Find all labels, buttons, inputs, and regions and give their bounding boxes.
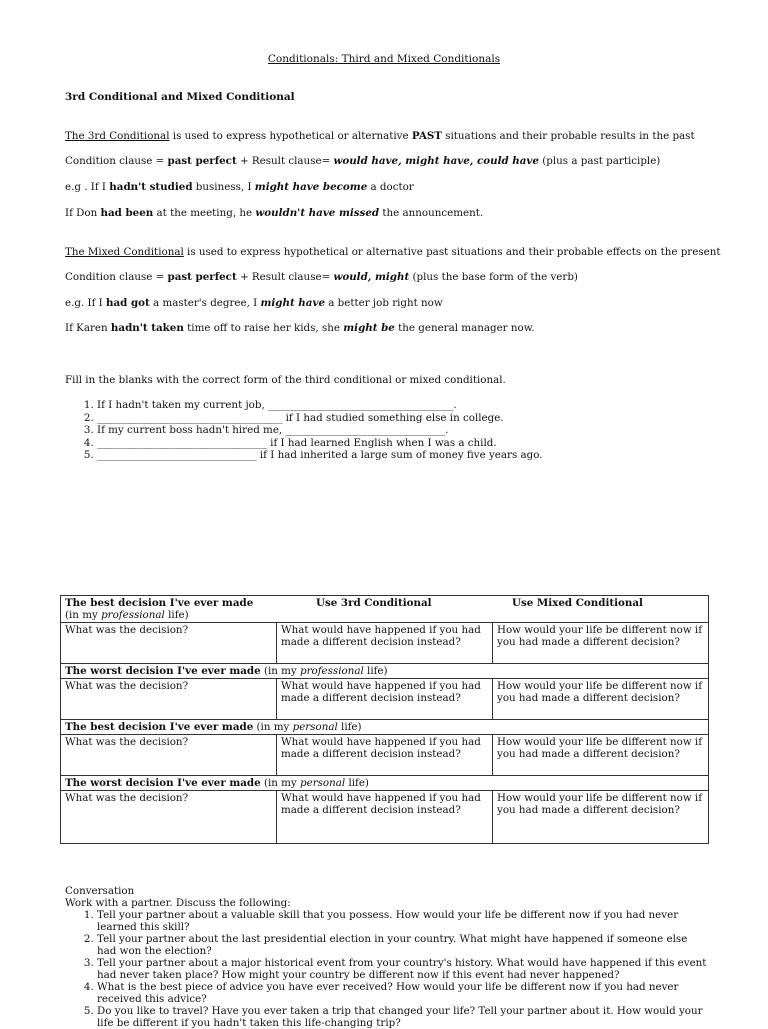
table-section-row: The best decision I've ever made (in my personal life)	[61, 720, 709, 735]
conversation-item: 1. Tell your partner about a valuable skill that you possess. How would your life be different now if you had never learned this skill?	[97, 909, 709, 933]
third-conditional-cell[interactable]: What would have happened if you had made a different decision instead?	[277, 735, 493, 776]
table-row	[61, 735, 709, 776]
mixed-conditional-intro: The Mixed Conditional is used to express hypothetical or alternative past situations and their probable effects on the present	[65, 246, 721, 258]
decision-cell[interactable]: What was the decision?	[61, 623, 277, 664]
mixed-conditional-example-2: If Karen hadn't taken time off to raise her kids, she might be the general manager now.	[65, 322, 535, 334]
decision-cell[interactable]: What was the decision?	[61, 679, 277, 720]
third-conditional-intro: The 3rd Conditional is used to express hypothetical or alternative PAST situations and their probable results in the past	[65, 130, 695, 142]
table-row	[61, 791, 709, 844]
mixed-conditional-cell[interactable]: How would your life be different now if you had made a different decision?	[493, 679, 709, 720]
conversation-item: 4. What is the best piece of advice you have ever received? How would your life be different now if you had never received this advice?	[97, 981, 709, 1005]
header-third-conditional: Use 3rd Conditional	[316, 597, 432, 609]
exercise-instruction: Fill in the blanks with the correct form of the third conditional or mixed conditional.	[65, 374, 506, 386]
conversation-item: 5. Do you like to travel? Have you ever taken a trip that changed your life? Tell your partner about it. How would your life be different if you hadn't taken this life-changing trip?	[97, 1005, 709, 1029]
header-best-professional: The best decision I've ever made	[65, 597, 254, 609]
table-section-row: The worst decision I've ever made (in my professional life)	[61, 664, 709, 679]
conversation-item: 3. Tell your partner about a major historical event from your country's history. What would have happened if this event had never taken place? How might your country be different now if this event had never happened?	[97, 957, 709, 981]
exercise-list	[65, 399, 543, 462]
third-conditional-cell[interactable]: What would have happened if you had made a different decision instead?	[277, 679, 493, 720]
table-section-row: The worst decision I've ever made (in my personal life)	[61, 776, 709, 791]
mixed-conditional-cell[interactable]: How would your life be different now if you had made a different decision?	[493, 623, 709, 664]
exercise-item[interactable]: 2. ____________________________________ if I had studied something else in college.	[97, 412, 543, 425]
table-header-cell: The best decision I've ever made (in my professional life) Use 3rd Conditional Use Mixed Conditional	[61, 596, 709, 623]
third-conditional-cell[interactable]: What would have happened if you had made a different decision instead?	[277, 791, 493, 844]
decision-cell[interactable]: What was the decision?	[61, 735, 277, 776]
third-conditional-cell[interactable]: What would have happened if you had made a different decision instead?	[277, 623, 493, 664]
conversation-list	[65, 909, 709, 1029]
exercise-item[interactable]: 3. If my current boss hadn't hired me, _______________________________.	[97, 424, 543, 437]
third-conditional-example-1: e.g . If I hadn't studied business, I might have become a doctor	[65, 181, 414, 193]
conversation-section	[65, 885, 709, 1029]
conversation-item: 2. Tell your partner about the last presidential election in your country. What might have happened if someone else had won the election?	[97, 933, 709, 957]
third-conditional-formula: Condition clause = past perfect + Result clause= would have, might have, could have (plus a past participle)	[65, 155, 661, 167]
section-heading: 3rd Conditional and Mixed Conditional	[65, 91, 295, 103]
mixed-conditional-cell[interactable]: How would your life be different now if you had made a different decision?	[493, 791, 709, 844]
exercise-item[interactable]: 1. If I hadn't taken my current job, ____________________________________.	[97, 399, 543, 412]
mixed-conditional-example-1: e.g. If I had got a master's degree, I might have a better job right now	[65, 297, 443, 309]
conversation-instruction: Work with a partner. Discuss the following:	[65, 897, 291, 909]
third-conditional-example-2: If Don had been at the meeting, he wouldn't have missed the announcement.	[65, 207, 484, 219]
decision-table	[60, 595, 709, 844]
conversation-title: Conversation	[65, 885, 135, 897]
table-header-row	[61, 596, 709, 623]
exercise-item[interactable]: 5. _______________________________ if I had inherited a large sum of money five years ago.	[97, 449, 543, 462]
document-title: Conditionals: Third and Mixed Conditionals	[267, 53, 501, 65]
exercise-item[interactable]: 4. _________________________________ if I had learned English when I was a child.	[97, 437, 543, 450]
table-row	[61, 623, 709, 664]
table-row	[61, 679, 709, 720]
mixed-conditional-formula: Condition clause = past perfect + Result clause= would, might (plus the base form of the verb)	[65, 271, 578, 283]
header-mixed-conditional: Use Mixed Conditional	[512, 597, 643, 609]
decision-cell[interactable]: What was the decision?	[61, 791, 277, 844]
mixed-conditional-cell[interactable]: How would your life be different now if you had made a different decision?	[493, 735, 709, 776]
